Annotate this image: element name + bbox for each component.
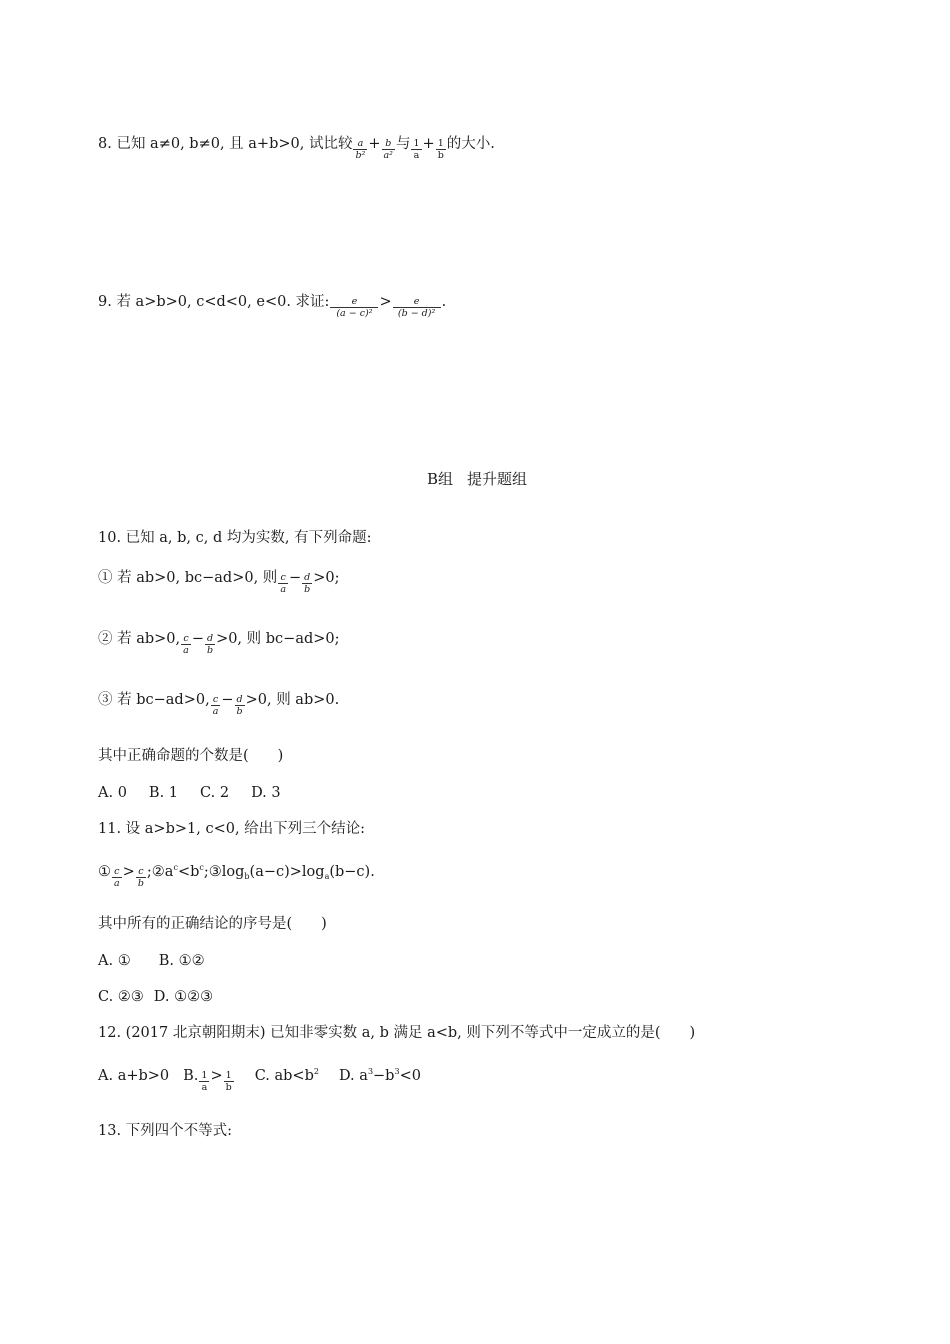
option-d: D. ①②③ bbox=[153, 989, 214, 1005]
option-c: C. ②③ bbox=[98, 989, 144, 1005]
fraction-c-over-a: $\frac{c}{a}$ bbox=[280, 572, 286, 595]
question-9: 9. 若 a>b>0, c<d<0, e<0. 求证: $\frac{e}{\text{(a − c)²}}$ > $\frac{e}{\text{(b − d)²}}$ . bbox=[98, 294, 447, 319]
section-label: B组 bbox=[426, 470, 453, 488]
q9-text: 9. 若 a>b>0, c<d<0, e<0. 求证: bbox=[98, 294, 330, 310]
fraction-1-over-a: $\frac{1}{a}$ bbox=[413, 138, 420, 161]
option-c: C. $ab<b^2$ bbox=[254, 1067, 319, 1084]
proposition-3: ③ 若 bc−ad>0, $\frac{c}{a}$ − $\frac{d}{b}$ >0, 则 ab>0. bbox=[98, 692, 340, 717]
fraction-1-over-b: $\frac{1}{b}$ bbox=[437, 138, 444, 161]
q8-text: 8. 已知 a≠0, b≠0, 且 a+b>0, 试比较 bbox=[98, 136, 353, 152]
fraction-c-over-a: $\frac{c}{a}$ bbox=[183, 633, 189, 656]
section-heading bbox=[0, 468, 950, 489]
q11-text: 11. 设 a>b>1, c<0, 给出下列三个结论: bbox=[98, 821, 366, 837]
question-12 bbox=[98, 1023, 695, 1043]
option-a: A. 0 bbox=[98, 785, 127, 801]
option-a: A. a+b>0 bbox=[98, 1068, 170, 1084]
fraction-e-over-a-minus-c: $\frac{e}{\text{(a − c)²}}$ bbox=[330, 296, 378, 320]
q12-text: 12. (2017 北京朝阳期末) 已知非零实数 a, b 满足 a<b, 则下列不等式中一定成立的是( ) bbox=[98, 1025, 696, 1041]
question-8: 8. 已知 a≠0, b≠0, 且 a+b>0, 试比较 $\frac{a}{\text{b²}}$ + $\frac{b}{\text{a²}}$ 与 $\frac{1}{a}$ + $\frac{1}{b}$ 的大小. bbox=[98, 136, 495, 161]
q11-conclusions: ① $\frac{c}{a}$ > $\frac{c}{b}$ $;②a^c<b^c;③\log_b(a-c)>\log_a(b-c)$. bbox=[98, 863, 375, 889]
option-a: A. ① bbox=[98, 953, 131, 969]
question-10 bbox=[98, 528, 371, 548]
option-d: D. 3 bbox=[251, 785, 281, 801]
q11-options-row2 bbox=[98, 987, 213, 1007]
q13-text: 13. 下列四个不等式: bbox=[98, 1123, 233, 1139]
proposition-1: ① 若 ab>0, bc−ad>0, 则 $\frac{c}{a}$ − $\frac{d}{b}$ >0; bbox=[98, 570, 340, 595]
q12-options bbox=[98, 1062, 421, 1093]
fraction-c-over-a: $\frac{c}{a}$ bbox=[212, 694, 219, 717]
question-11 bbox=[98, 819, 365, 839]
fraction-c-over-b: $\frac{c}{b}$ bbox=[137, 866, 144, 889]
option-c: C. 2 bbox=[200, 785, 230, 801]
option-b: B. $\frac{1}{a}$ > $\frac{1}{b}$ bbox=[183, 1068, 232, 1093]
fraction-d-over-b: $\frac{d}{b}$ bbox=[236, 694, 243, 717]
proposition-2: ② 若 ab>0, $\frac{c}{a}$ − $\frac{d}{b}$ >0, 则 bc−ad>0; bbox=[98, 631, 340, 656]
question-13 bbox=[98, 1121, 232, 1141]
q10-question: 其中正确命题的个数是( ) bbox=[98, 748, 284, 764]
section-name: 提升题组 bbox=[467, 470, 528, 488]
fraction-c-over-a: $\frac{c}{a}$ bbox=[114, 866, 120, 889]
fraction-e-over-b-minus-d: $\frac{e}{\text{(b − d)²}}$ bbox=[393, 296, 441, 320]
q10-options bbox=[98, 783, 281, 803]
option-b: B. 1 bbox=[148, 785, 179, 801]
option-d: D. $a^3-b^3<0$ bbox=[338, 1067, 421, 1084]
q11-question: 其中所有的正确结论的序号是( ) bbox=[98, 916, 327, 932]
fraction-b-over-a2: $\frac{b}{\text{a²}}$ bbox=[383, 138, 393, 161]
fraction-d-over-b: $\frac{d}{b}$ bbox=[206, 633, 214, 656]
q11-options-row1 bbox=[98, 951, 205, 971]
option-b: B. ①② bbox=[158, 953, 205, 969]
fraction-d-over-b: $\frac{d}{b}$ bbox=[304, 572, 311, 595]
fraction-a-over-b2: $\frac{a}{\text{b²}}$ bbox=[355, 138, 366, 161]
fraction-1-over-b: $\frac{1}{b}$ bbox=[225, 1070, 232, 1093]
q10-text: 10. 已知 a, b, c, d 均为实数, 有下列命题: bbox=[98, 530, 372, 546]
fraction-1-over-a: $\frac{1}{a}$ bbox=[201, 1070, 208, 1093]
